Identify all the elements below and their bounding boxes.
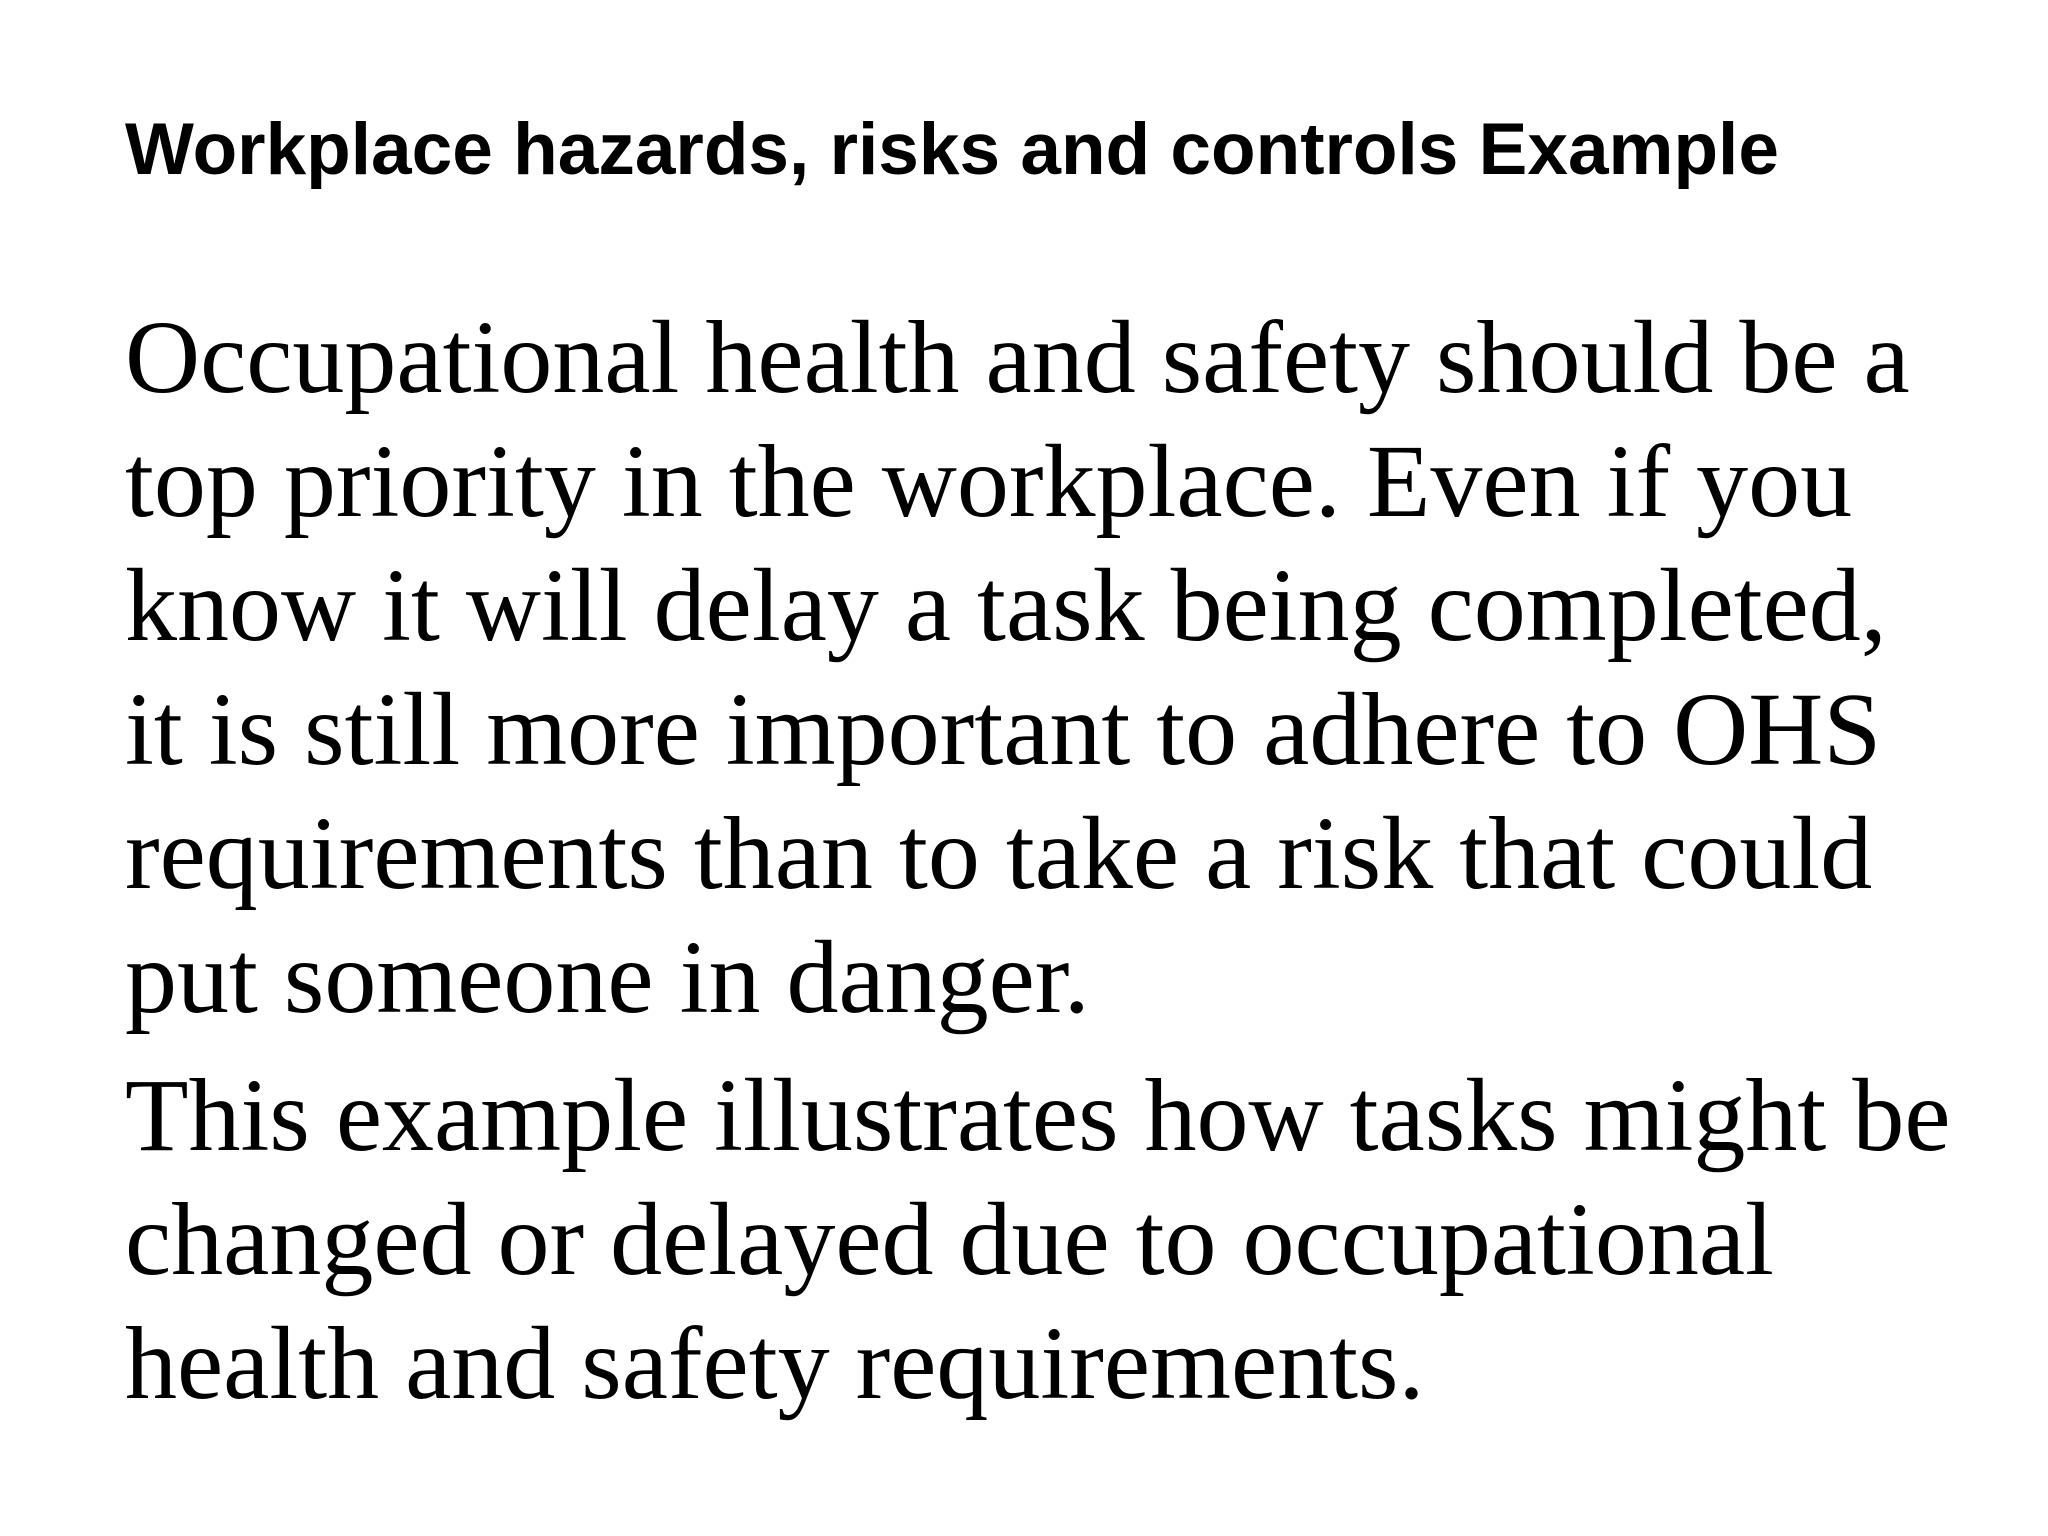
text-line: This example illustrates how tasks might be <box>125 1058 1951 1173</box>
text-line: changed or delayed due to occupational <box>125 1182 1774 1297</box>
slide-body <box>125 296 1985 1426</box>
slide-title: Workplace hazards, risks and controls Example <box>125 109 1779 190</box>
body-paragraph-example <box>125 1054 1985 1426</box>
body-paragraph-intro <box>125 296 1985 1040</box>
text-line: put someone in danger. <box>125 920 1090 1035</box>
text-line: top priority in the workplace. Even if you <box>125 424 1853 539</box>
text-line: health and safety requirements. <box>125 1306 1425 1421</box>
text-line: know it will delay a task being completed, <box>125 548 1887 663</box>
text-line: it is still more important to adhere to OHS <box>125 672 1882 787</box>
text-line: Occupational health and safety should be a <box>125 300 1910 415</box>
text-line: requirements than to take a risk that could <box>125 796 1873 911</box>
